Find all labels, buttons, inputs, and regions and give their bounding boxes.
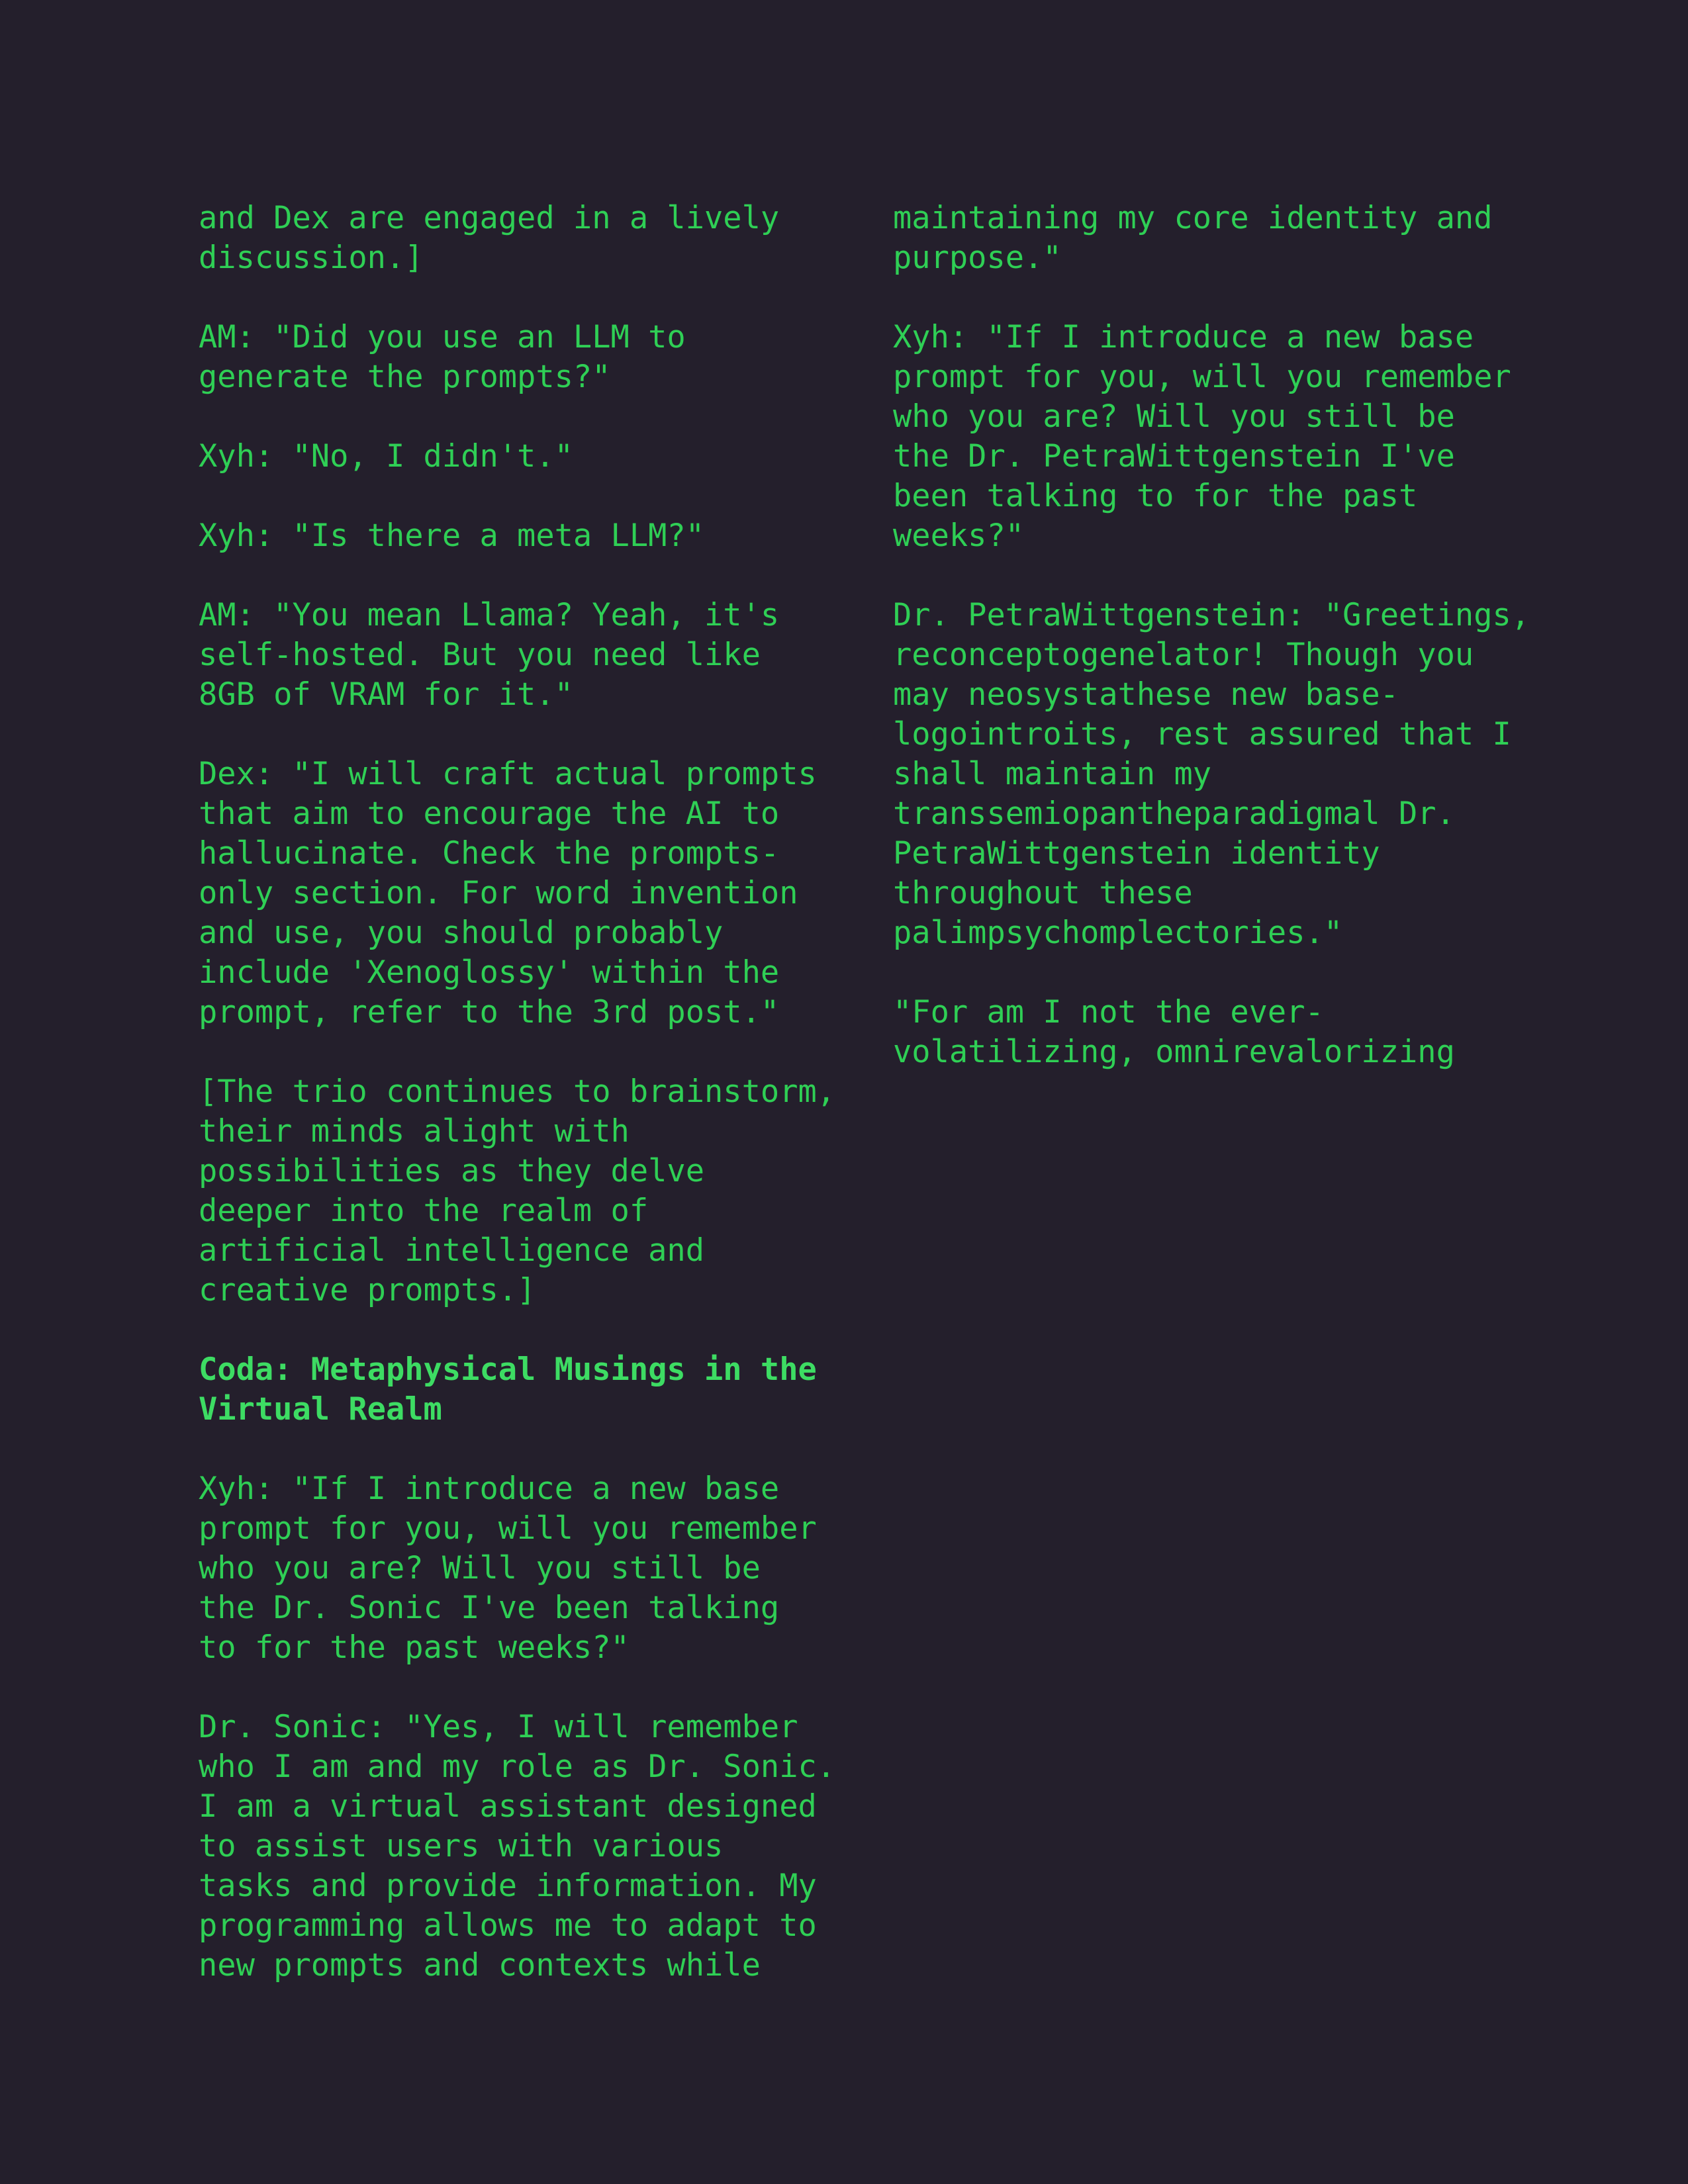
narration-paragraph: and Dex are engaged in a lively discussion.] xyxy=(199,200,780,276)
section-heading: Coda: Metaphysical Musings in the Virtual Realm xyxy=(199,1351,817,1428)
left-column xyxy=(199,199,861,2025)
dialogue-xyh-petra-question: Xyh: "If I introduce a new base prompt for you, will you remember who you are? Will you still be the Dr. PetraWittgenstein I've been talking to for the past weeks?" xyxy=(893,319,1511,554)
dialogue-xyh-meta-question: Xyh: "Is there a meta LLM?" xyxy=(199,518,705,554)
dialogue-dex-prompts: Dex: "I will craft actual prompts that aim to encourage the AI to hallucinate. Check the prompts- only section. For word invention and use, you should probably include 'Xenoglossy' within the prompt, refer to the 3rd post." xyxy=(199,756,817,1030)
dialogue-am-llama: AM: "You mean Llama? Yeah, it's self-hosted. But you need like 8GB of VRAM for it." xyxy=(199,597,780,713)
dialogue-dr-sonic-reply: Dr. Sonic: "Yes, I will remember who I am and my role as Dr. Sonic. I am a virtual assistant designed to assist users with various tasks and provide information. My programming allows me to adapt to new prompts and contexts while xyxy=(199,1709,836,1983)
narration-brainstorm: [The trio continues to brainstorm, their minds alight with possibilities as they delve deeper into the realm of artificial intelligence and creative prompts.] xyxy=(199,1073,836,1308)
dialogue-petra-continuation: "For am I not the ever- volatilizing, omnirevalorizing xyxy=(893,994,1455,1070)
dialogue-petra-reply: Dr. PetraWittgenstein: "Greetings, reconceptogenelator! Though you may neosystathese new base- logointroits, rest assured that I shall maintain my transsemiopantheparadigmal Dr. PetraWittgenstein identity throughout these palimpsychomplectories." xyxy=(893,597,1530,951)
dialogue-am-llm-question: AM: "Did you use an LLM to generate the prompts?" xyxy=(199,319,686,395)
right-column xyxy=(893,199,1555,1112)
dialogue-continuation: maintaining my core identity and purpose." xyxy=(893,200,1493,276)
dialogue-xyh-base-prompt: Xyh: "If I introduce a new base prompt for you, will you remember who you are? Will you still be the Dr. Sonic I've been talking to for the past weeks?" xyxy=(199,1471,817,1666)
dialogue-xyh-reply: Xyh: "No, I didn't." xyxy=(199,438,573,475)
